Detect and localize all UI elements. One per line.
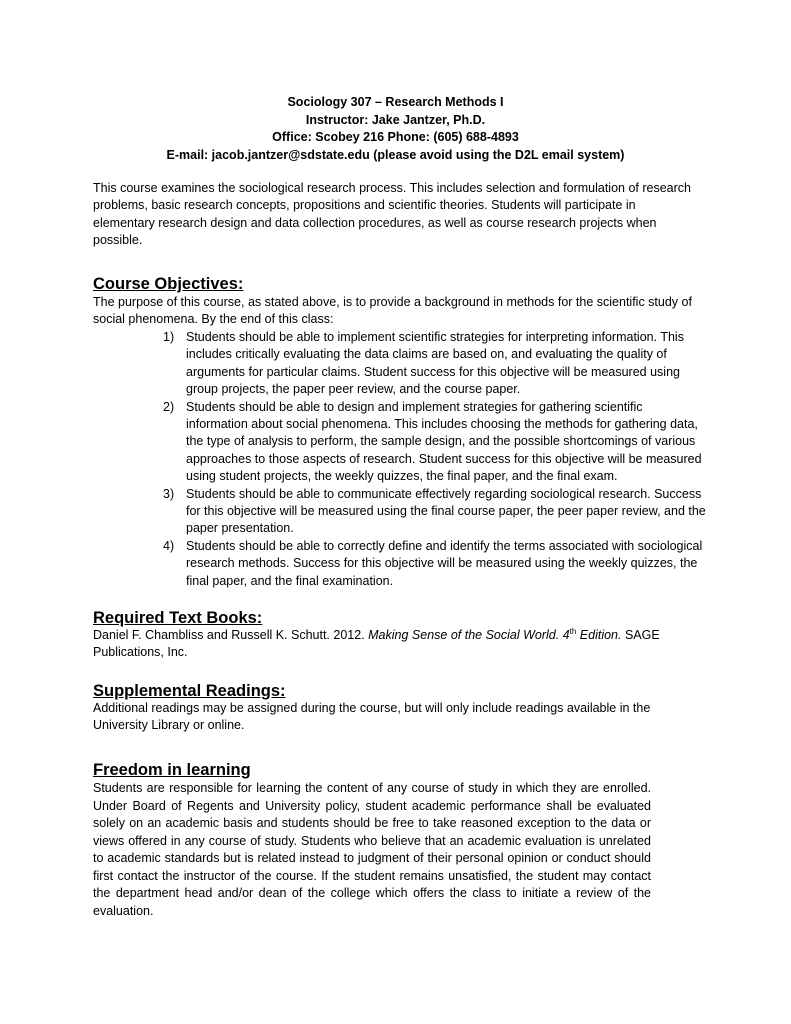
objective-text: Students should be able to communicate effectively regarding sociological research. Success for this objective will be measured using the final course paper, the peer paper review, and the paper presentation.	[186, 486, 706, 536]
objective-number: 4)	[163, 538, 175, 553]
textbook-authors: Daniel F. Chambliss and Russell K. Schutt. 2012.	[93, 628, 369, 642]
objective-number: 2)	[163, 399, 175, 414]
supplemental-heading: Supplemental Readings:	[93, 682, 286, 700]
course-header	[0, 94, 791, 164]
course-description: This course examines the sociological research process. This includes selection and formulation of research problems, basic research concepts, propositions and scientific theories. Students will participate in elementary research design and data collection procedures, as well as course research projects when possible.	[93, 181, 691, 248]
textbook-title: Making Sense of the Social World	[368, 628, 556, 642]
objective-text: Students should be able to design and implement strategies for gathering scientific information about social phenomena. This includes choosing the methods for gathering data, the type of analysis to perform, the sample design, and the possible shortcomings of various approaches to those aspects of research. Student success for this objective will be measured using student projects, the weekly quizzes, the final paper, and the final exam.	[186, 399, 702, 484]
freedom-text: Students are responsible for learning the content of any course of study in which they are enrolled. Under Board of Regents and University policy, student academic performance shall be evaluated solely on an academic basis and students should be free to take reasoned exception to the data or views offered in any course of study. Students who believe that an academic evaluation is unrelated to academic standards but is related instead to judgment of their personal opinion or conduct should first contact the instructor of the course. If the student remains unsatisfied, the student may contact the department head and/or dean of the college which offers the class to initiate a review of the evaluation.	[93, 781, 651, 918]
textbook-citation	[93, 627, 693, 662]
textbook-edition-prefix: . 4	[555, 628, 570, 642]
instructor-line: Instructor: Jake Jantzer, Ph.D.	[305, 112, 486, 127]
objective-item	[93, 538, 706, 590]
objective-number: 3)	[163, 486, 175, 501]
objective-item	[93, 399, 706, 486]
objective-text: Students should be able to implement scientific strategies for interpreting information. This includes critically evaluating the data claims are based on, and evaluating the quality of arguments for particular claims. Student success for this objective will be measured using group projects, the paper peer review, and the course paper.	[186, 330, 684, 397]
freedom-heading: Freedom in learning	[93, 761, 251, 779]
objective-item	[93, 329, 706, 399]
course-title: Sociology 307 – Research Methods I	[287, 95, 504, 109]
textbook-edition-suffix: th	[569, 626, 577, 636]
supplemental-text: Additional readings may be assigned during the course, but will only include readings available in the University Library or online.	[93, 701, 651, 733]
email-line: E-mail: jacob.jantzer@sdstate.edu (please avoid using the D2L email system)	[166, 147, 625, 162]
textbooks-heading: Required Text Books:	[93, 609, 263, 627]
objective-text: Students should be able to correctly define and identify the terms associated with sociological research methods. Success for this objective will be measured using the weekly quizzes, the final paper, and the final examination.	[186, 538, 703, 588]
objective-item	[93, 486, 706, 538]
objective-number: 1)	[163, 330, 175, 344]
office-line: Office: Scobey 216 Phone: (605) 688-4893	[272, 130, 519, 145]
textbook-edition: Edition.	[576, 628, 622, 642]
objectives-list	[93, 329, 713, 590]
objectives-heading: Course Objectives:	[93, 275, 244, 293]
objectives-lead: The purpose of this course, as stated above, is to provide a background in methods for the scientific study of social phenomena. By the end of this class:	[93, 295, 692, 327]
textbook-publisher: SAGE Publications, Inc.	[93, 628, 660, 660]
